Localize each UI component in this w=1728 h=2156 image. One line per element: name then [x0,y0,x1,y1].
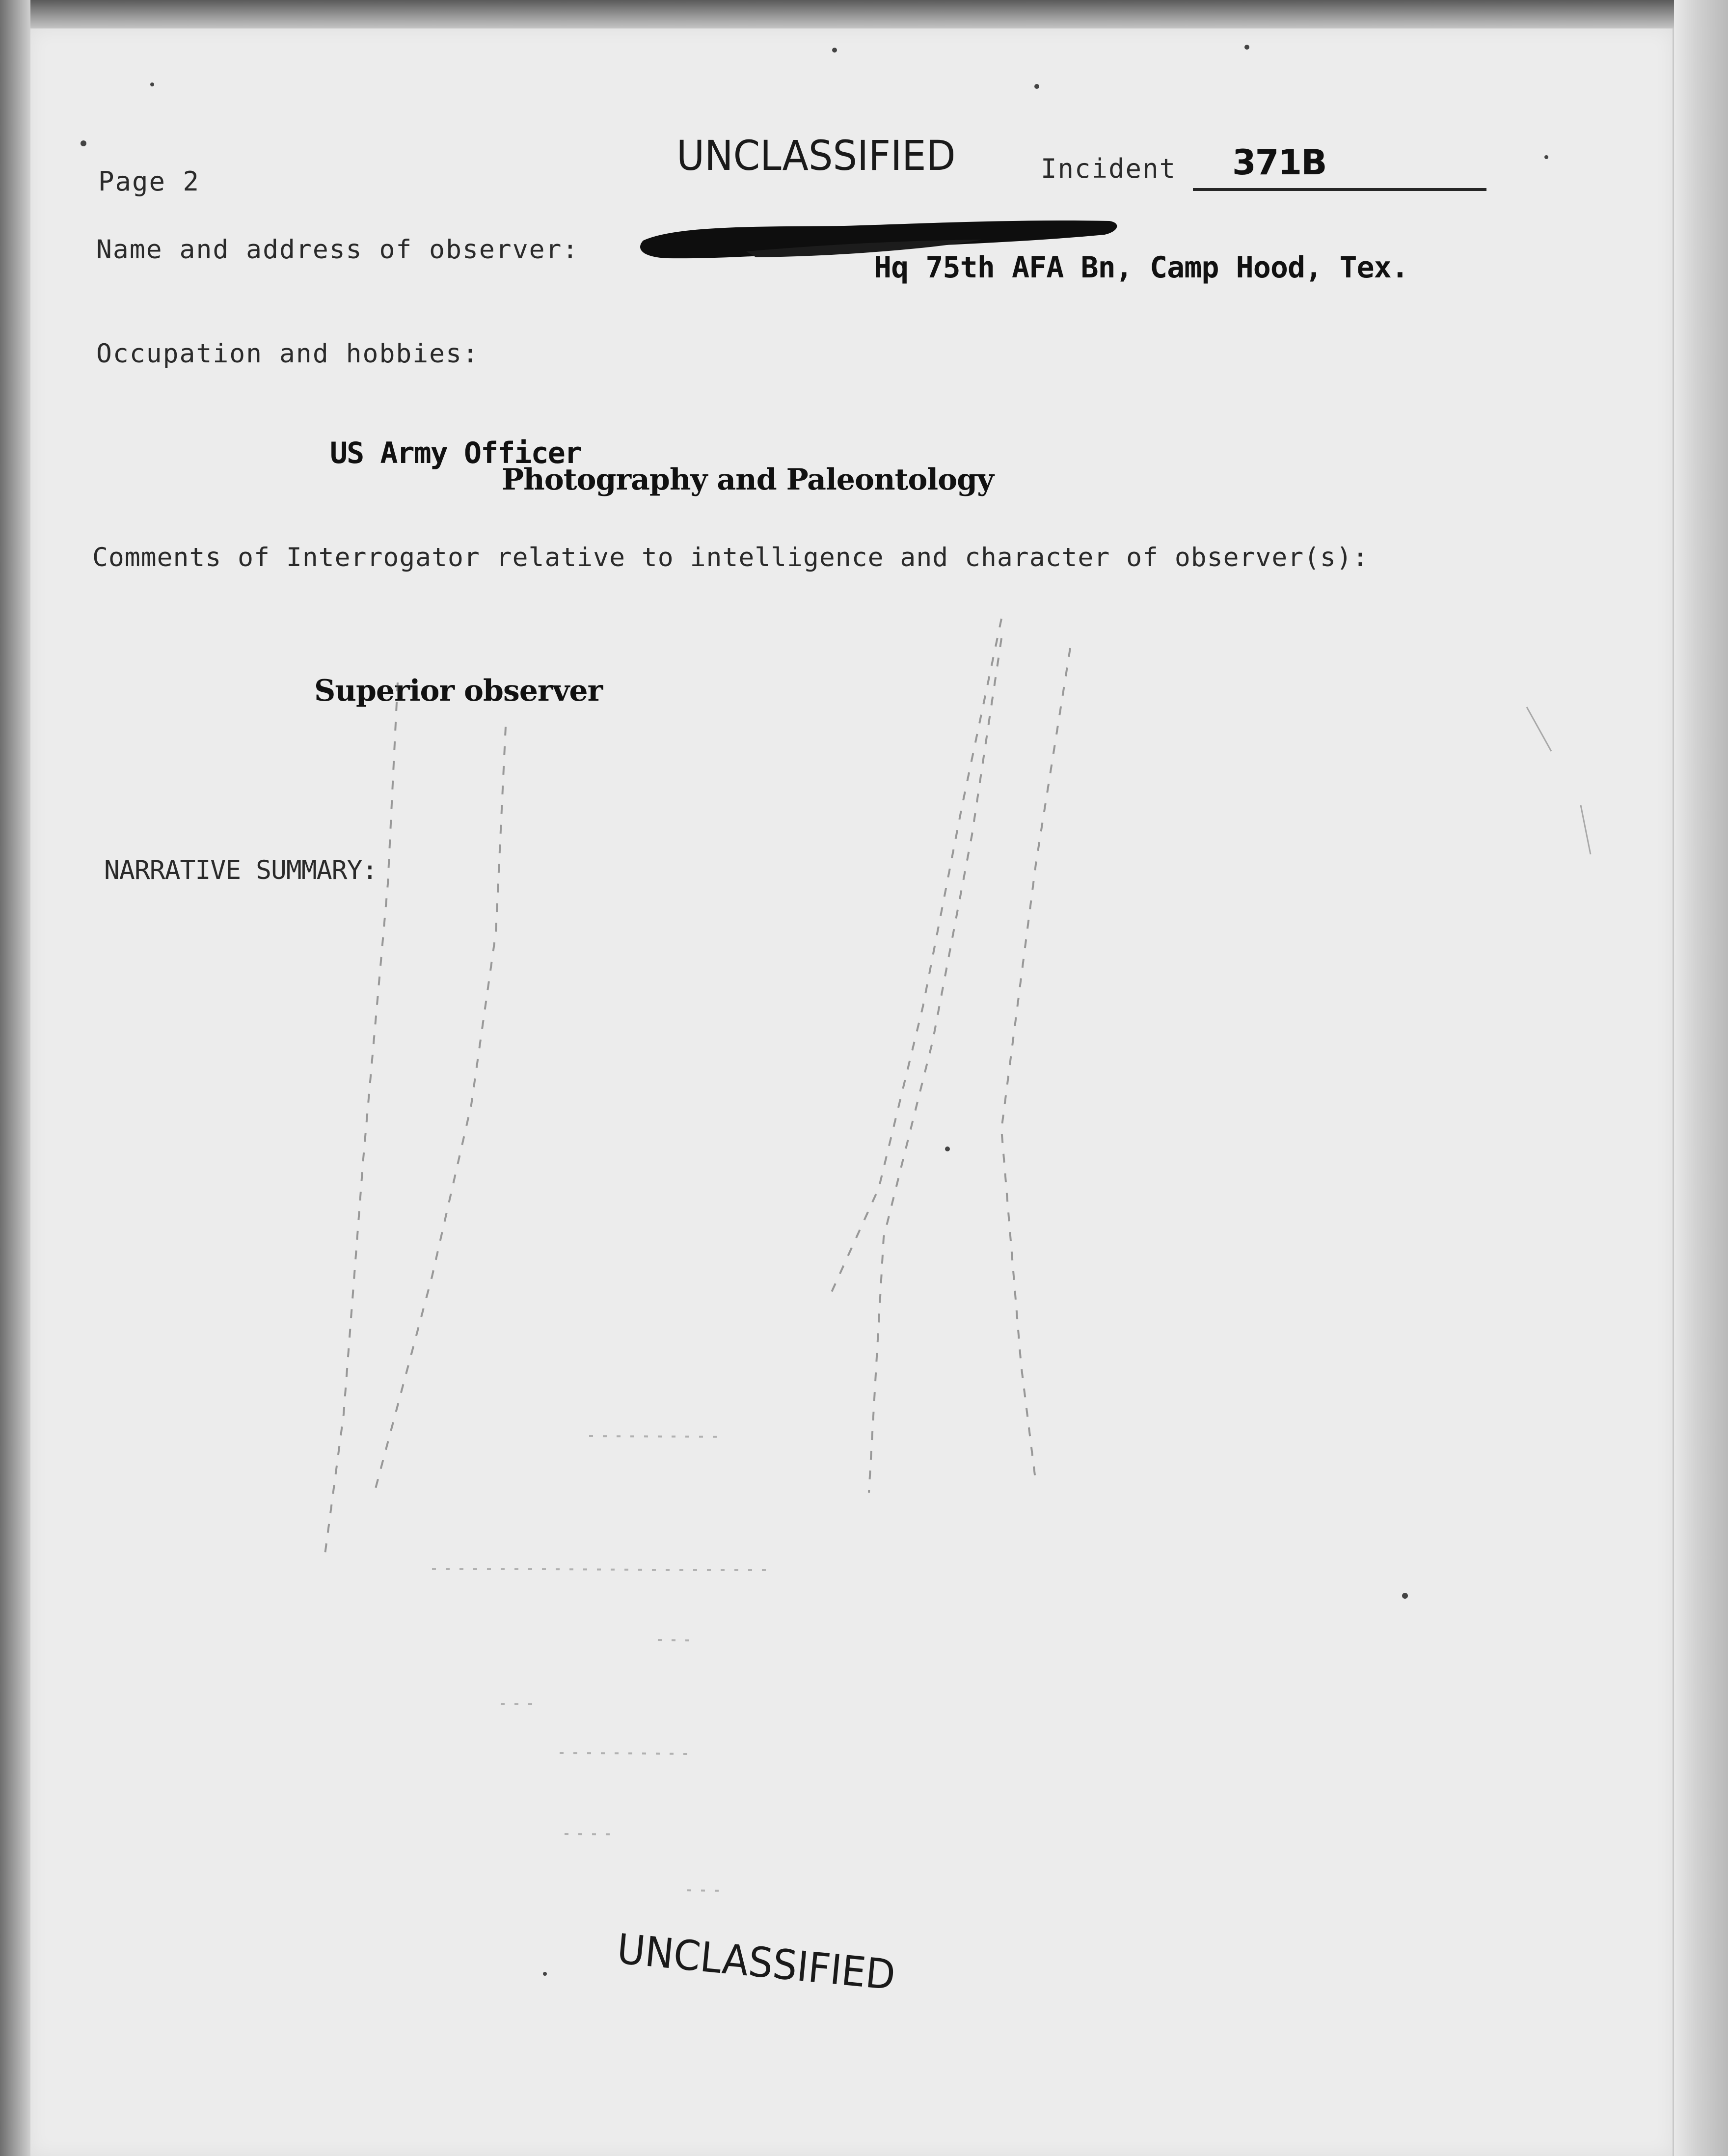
occupation-label: Occupation and hobbies: [96,339,479,369]
occupation-value: US Army Officer [330,436,581,470]
page-label: Page 2 [98,166,200,197]
scan-left-border [0,0,30,2156]
classification-stamp-top: UNCLASSIFIED [676,132,956,180]
comments-value: Superior observer [314,674,603,708]
comments-label: Comments of Interrogator relative to intelligence and character of observer(s): [92,543,1369,573]
narrative-summary-label: NARRATIVE SUMMARY: [104,855,378,885]
incident-number: 371B [1232,142,1326,183]
incident-underline [1193,188,1486,191]
classification-stamp-bottom: UNCLASSIFIED [615,1925,898,2000]
hobbies-value: Photography and Paleontology [502,463,994,497]
scan-right-border [1674,0,1728,2156]
incident-label: Incident [1041,153,1177,184]
observer-name-label: Name and address of observer: [96,235,579,265]
observer-address: Hq 75th AFA Bn, Camp Hood, Tex. [874,250,1408,285]
scan-top-border [0,0,1728,28]
